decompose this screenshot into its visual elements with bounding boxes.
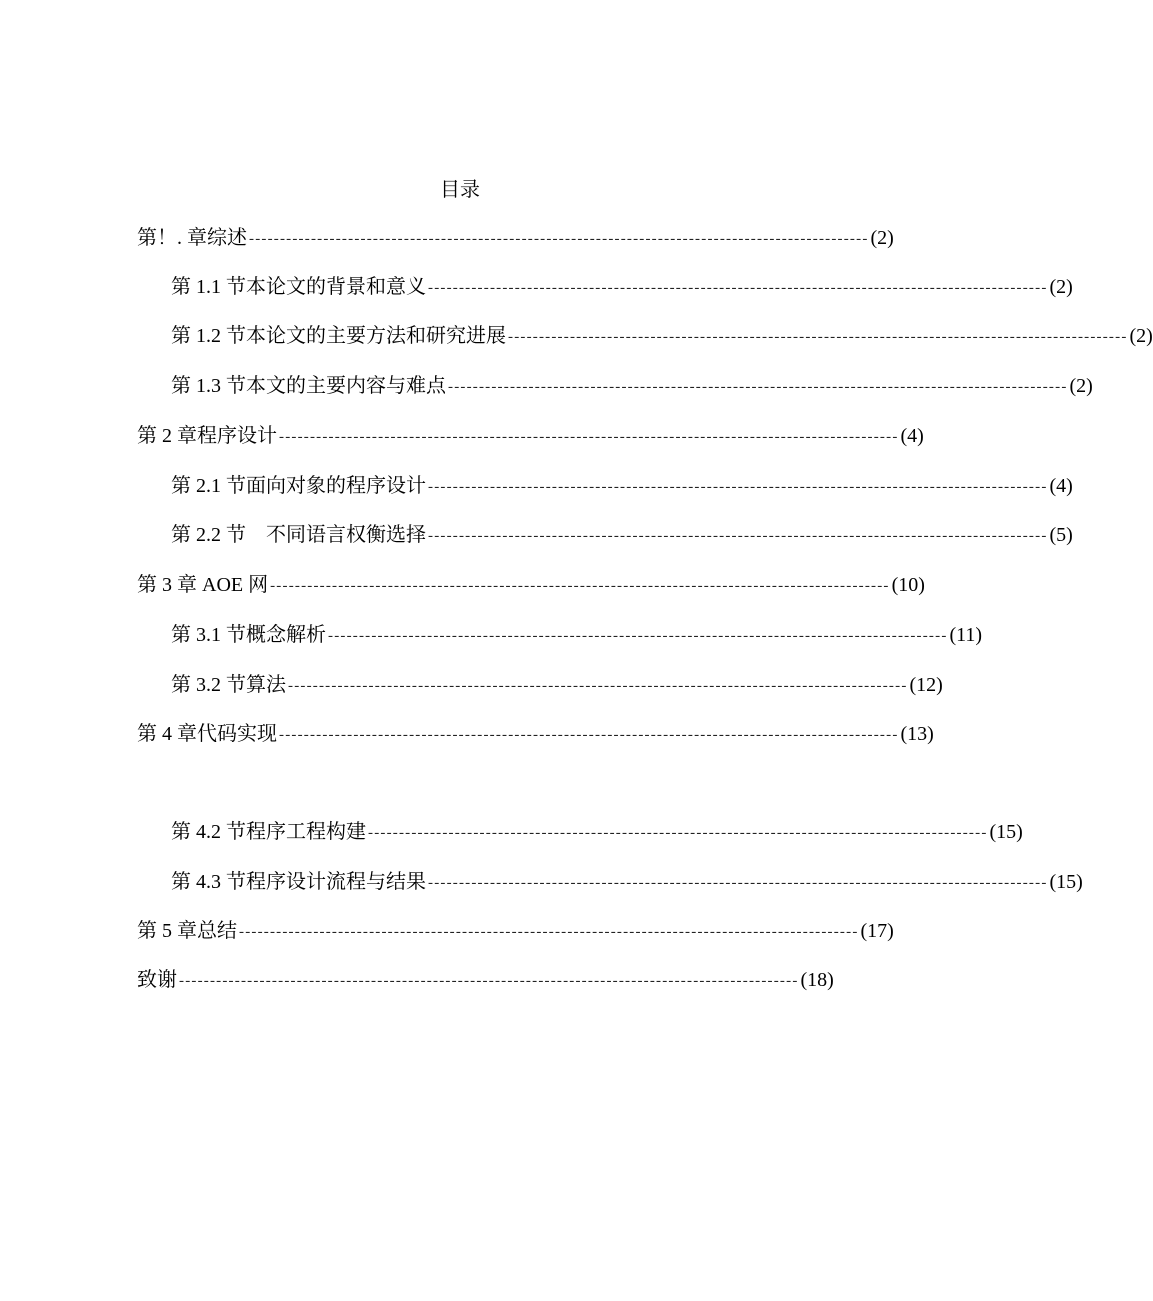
toc-entry[interactable] [171, 671, 943, 697]
toc-leader: ---------------------------------------------------------------------------------------------------- [270, 578, 890, 594]
toc-leader: ---------------------------------------------------------------------------------------------------- [179, 973, 799, 989]
toc-entry[interactable] [137, 571, 925, 597]
toc-entry[interactable] [171, 472, 1073, 498]
toc-leader: ---------------------------------------------------------------------------------------------------- [368, 825, 988, 841]
toc-page-number: (10) [891, 574, 925, 596]
toc-page-number: (2) [870, 227, 894, 249]
toc-entry[interactable] [171, 322, 1153, 348]
toc-page-number: (11) [949, 624, 983, 646]
toc-page-number: (4) [1049, 475, 1073, 497]
toc-page-number: (5) [1049, 524, 1073, 546]
toc-entry-label: 第 1.3 节本文的主要内容与难点 [171, 375, 446, 397]
toc-leader: ---------------------------------------------------------------------------------------------------- [279, 429, 899, 445]
toc-leader: ---------------------------------------------------------------------------------------------------- [239, 924, 859, 940]
toc-page-number: (13) [900, 723, 934, 745]
toc-entry-label: 第 3.1 节概念解析 [171, 624, 326, 646]
toc-entry[interactable] [171, 521, 1073, 547]
toc-leader: ---------------------------------------------------------------------------------------------------- [428, 875, 1048, 891]
toc-page-number: (15) [1049, 871, 1083, 893]
toc-entry-label: 第 2 章程序设计 [137, 425, 277, 447]
toc-leader: ---------------------------------------------------------------------------------------------------- [288, 678, 908, 694]
toc-page-number: (2) [1129, 325, 1153, 347]
toc-leader: ---------------------------------------------------------------------------------------------------- [428, 528, 1048, 544]
toc-entry[interactable] [137, 917, 894, 943]
toc-entry-label: 第 4.2 节程序工程构建 [171, 821, 366, 843]
toc-page-number: (12) [909, 674, 943, 696]
toc-entry[interactable] [137, 422, 924, 448]
toc-entry-label: 第 3 章 AOE 网 [137, 574, 269, 596]
toc-entry-label: 第 5 章总结 [137, 920, 237, 942]
toc-entry-label: 第 1.2 节本论文的主要方法和研究进展 [171, 325, 506, 347]
toc-entry-label: 第！. 章综述 [137, 227, 247, 249]
toc-entry[interactable] [171, 273, 1073, 299]
toc-page-number: (4) [900, 425, 924, 447]
toc-entry[interactable] [171, 621, 983, 647]
toc-leader: ---------------------------------------------------------------------------------------------------- [428, 479, 1048, 495]
toc-entry-label: 第 2.2 节 不同语言权衡选择 [171, 524, 426, 546]
toc-entry[interactable] [137, 966, 834, 992]
toc-leader: ---------------------------------------------------------------------------------------------------- [279, 727, 899, 743]
toc-entry[interactable] [137, 224, 894, 250]
toc-page-number: (17) [860, 920, 894, 942]
toc-leader: ---------------------------------------------------------------------------------------------------- [249, 231, 869, 247]
toc-page-number: (2) [1069, 375, 1093, 397]
toc-title: 目录 [440, 179, 480, 201]
toc-entry-label: 第 3.2 节算法 [171, 674, 286, 696]
toc-entry[interactable] [171, 868, 1083, 894]
toc-entry-label: 第 4.3 节程序设计流程与结果 [171, 871, 426, 893]
toc-page-number: (15) [989, 821, 1023, 843]
toc-page-number: (2) [1049, 276, 1073, 298]
toc-entry-label: 第 4 章代码实现 [137, 723, 277, 745]
toc-entry[interactable] [171, 818, 1023, 844]
toc-leader: ---------------------------------------------------------------------------------------------------- [428, 280, 1048, 296]
toc-entry-label: 致谢 [137, 969, 177, 991]
toc-entry[interactable] [171, 372, 1093, 398]
toc-page-number: (18) [800, 969, 834, 991]
toc-leader: ---------------------------------------------------------------------------------------------------- [508, 329, 1128, 345]
toc-entry[interactable] [137, 720, 934, 746]
toc-entry-label: 第 2.1 节面向对象的程序设计 [171, 475, 426, 497]
toc-entry-label: 第 1.1 节本论文的背景和意义 [171, 276, 426, 298]
toc-leader: ---------------------------------------------------------------------------------------------------- [328, 628, 948, 644]
toc-leader: ---------------------------------------------------------------------------------------------------- [448, 379, 1068, 395]
